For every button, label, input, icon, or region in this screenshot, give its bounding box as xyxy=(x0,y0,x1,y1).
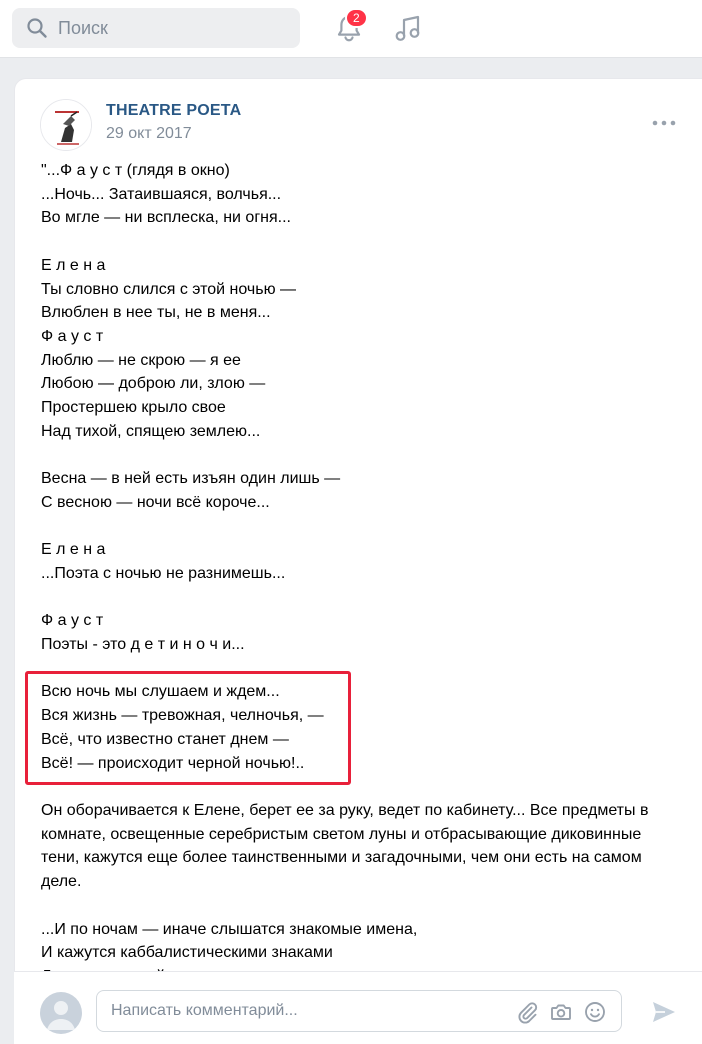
post-line: Ты словно слился с этой ночью — xyxy=(41,280,297,298)
paperclip-icon[interactable] xyxy=(515,1000,539,1024)
post-line: Весна — в ней есть изъян один лишь — xyxy=(41,470,341,488)
post-line xyxy=(41,894,681,918)
post-line: Над тихой, спящею землею... xyxy=(41,422,261,440)
search-box[interactable] xyxy=(12,8,300,48)
post-line: ...Ночь... Затаившаяся, волчья... xyxy=(41,185,282,203)
post-line: Во мгле — ни всплеска, ни огня... xyxy=(41,209,291,227)
post-line: Ф а у с т xyxy=(41,327,104,345)
post-line: Е л е н а xyxy=(41,256,106,274)
send-icon[interactable] xyxy=(650,998,678,1026)
camera-icon[interactable] xyxy=(549,1000,573,1024)
post-line: Е л е н а xyxy=(41,541,106,559)
music-icon[interactable] xyxy=(393,12,423,44)
search-input[interactable]: Поиск xyxy=(58,17,108,38)
post-line: ...И по ночам — иначе слышатся знакомые имена, xyxy=(41,920,418,938)
comment-input[interactable] xyxy=(96,990,622,1032)
author-avatar[interactable] xyxy=(40,99,92,151)
post-line: Люблю — не скрою — я ее xyxy=(41,351,241,369)
more-options-icon[interactable] xyxy=(651,115,677,131)
post-date[interactable]: 29 окт 2017 xyxy=(106,125,192,142)
post-line: Всю ночь мы слушаем и ждем... xyxy=(41,683,280,701)
post-text xyxy=(41,159,681,989)
post-line: И кажутся каббалистическими знаками xyxy=(41,944,333,962)
post-line xyxy=(41,515,681,539)
post-line: Всё! — происходит черной ночью!.. xyxy=(41,754,305,772)
post-line xyxy=(41,775,681,799)
post-line xyxy=(41,657,681,681)
post-line xyxy=(41,230,681,254)
comment-placeholder: Написать комментарий... xyxy=(111,1002,298,1019)
author-name[interactable]: THEATRE POETA xyxy=(106,102,242,119)
post-line: Вся жизнь — тревожная, челночья, — xyxy=(41,707,324,725)
notification-badge: 2 xyxy=(345,8,368,28)
post-line: Ф а у с т xyxy=(41,612,104,630)
emoji-icon[interactable] xyxy=(583,1000,607,1024)
post-line: С весною — ночи всё короче... xyxy=(41,493,270,511)
post-line: Всё, что известно станет днем — xyxy=(41,730,289,748)
post-line: Любою — доброю ли, злою — xyxy=(41,375,266,393)
post-line xyxy=(41,586,681,610)
post-line: Простершею крыло свое xyxy=(41,399,226,417)
search-icon xyxy=(26,17,48,39)
post-line: Поэты - это д е т и н о ч и... xyxy=(41,636,245,654)
post-card xyxy=(14,78,702,1044)
post-line: "...Ф а у с т (глядя в окно) xyxy=(41,162,230,179)
post-line xyxy=(41,443,681,467)
comment-bar xyxy=(14,971,702,1044)
post-line: ...Поэта с ночью не разнимешь... xyxy=(41,564,286,582)
top-bar xyxy=(0,0,702,58)
post-line: Влюблен в нее ты, не в меня... xyxy=(41,304,271,322)
post-paragraph: Он оборачивается к Елене, берет ее за руку, ведет по кабинету... Все предметы в комнате, освещенные серебристым светом луны и отбрасывающие диковинные тени, кажутся еще более таинственными и загадочными, чем они есть на самом деле. xyxy=(41,801,649,891)
user-avatar[interactable] xyxy=(40,992,82,1034)
